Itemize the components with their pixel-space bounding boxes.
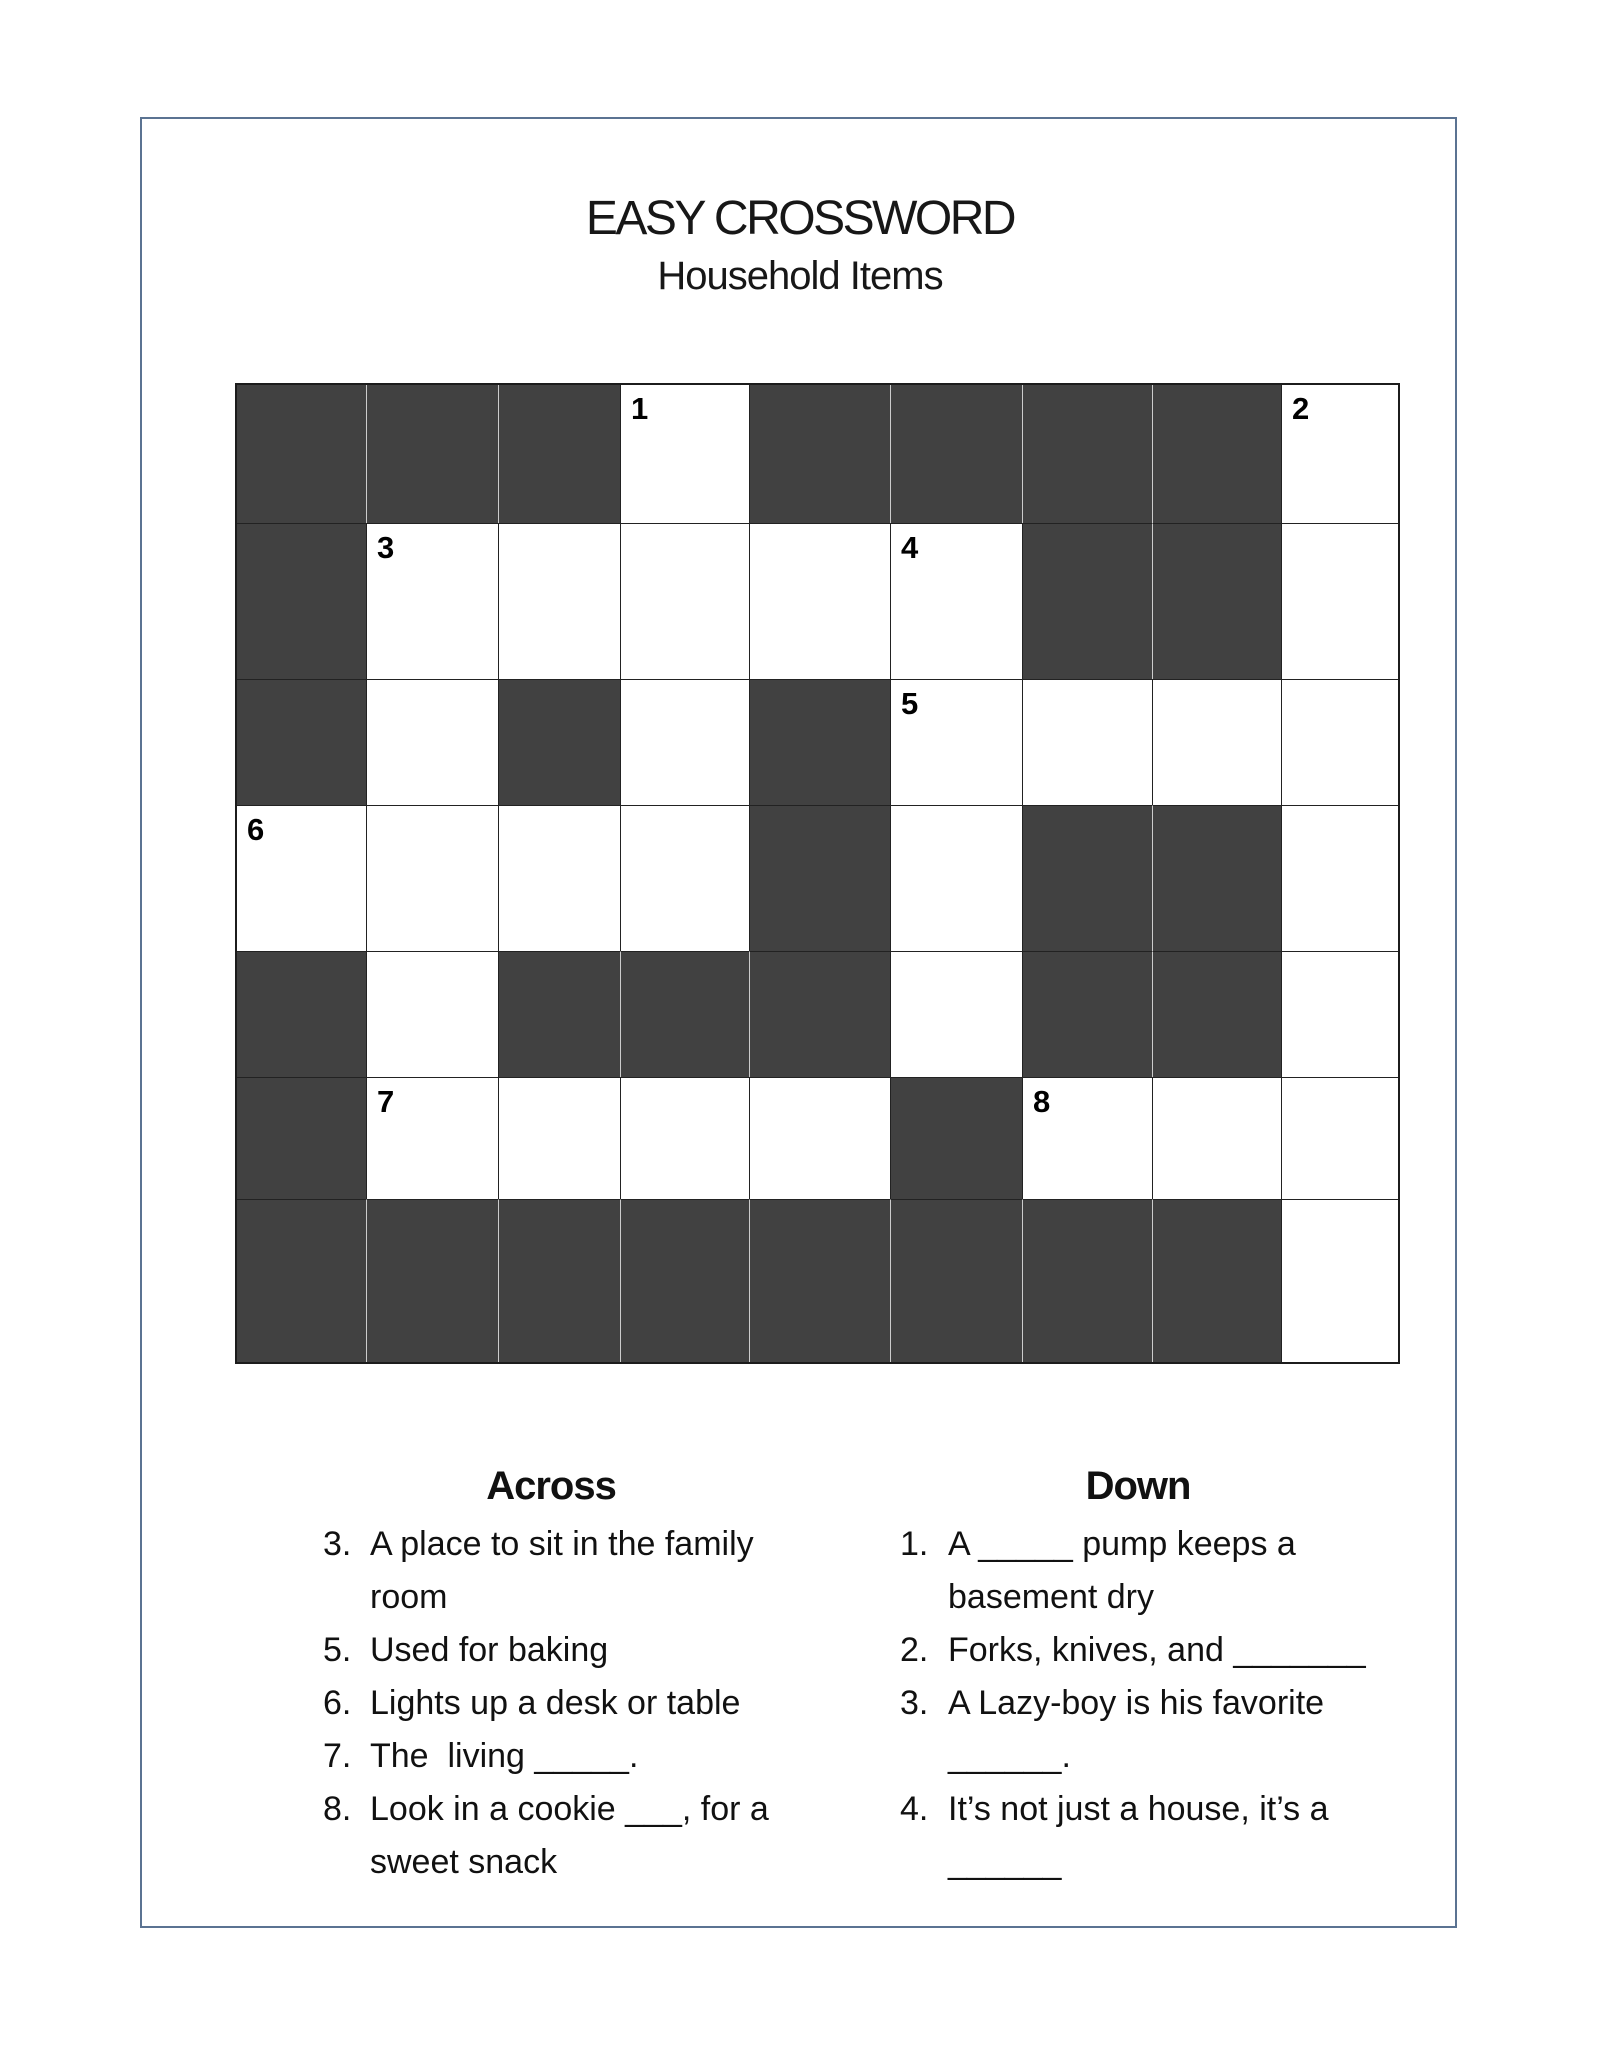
- white-cell: [237, 805, 366, 951]
- black-cell: [237, 523, 366, 679]
- clue-text: A _____ pump keeps a basement dry: [948, 1525, 1306, 1616]
- white-cell: [366, 679, 498, 805]
- black-cell: [1022, 385, 1152, 523]
- clue-text: Forks, knives, and _______: [948, 1631, 1366, 1669]
- clue-number: 6.: [323, 1684, 352, 1722]
- clue-number: 8.: [323, 1790, 352, 1828]
- white-cell: [1281, 951, 1398, 1077]
- clue-text: A Lazy-boy is his favorite ______.: [948, 1684, 1334, 1775]
- black-cell: [1152, 951, 1281, 1077]
- crossword-grid: [235, 383, 1400, 1364]
- down-clue-item: [888, 1624, 1388, 1677]
- black-cell: [498, 951, 620, 1077]
- white-cell: [366, 1077, 498, 1199]
- white-cell: [498, 523, 620, 679]
- black-cell: [1022, 951, 1152, 1077]
- cell-number: 6: [247, 812, 265, 847]
- white-cell: [1152, 679, 1281, 805]
- black-cell: [1152, 1199, 1281, 1362]
- page-title: EASY CROSSWORD: [585, 192, 1015, 245]
- white-cell: [749, 523, 890, 679]
- white-cell: [749, 1077, 890, 1199]
- white-cell: [1022, 1077, 1152, 1199]
- black-cell: [749, 805, 890, 951]
- white-cell: [1281, 679, 1398, 805]
- white-cell: [620, 523, 749, 679]
- black-cell: [890, 1199, 1022, 1362]
- cell-number: 7: [377, 1084, 395, 1119]
- across-clue-item: [310, 1783, 792, 1889]
- white-cell: [890, 805, 1022, 951]
- black-cell: [749, 951, 890, 1077]
- down-clue-item: [888, 1518, 1388, 1624]
- white-cell: [1281, 1199, 1398, 1362]
- cell-number: 3: [377, 530, 395, 565]
- black-cell: [749, 679, 890, 805]
- white-cell: [890, 679, 1022, 805]
- across-clue-item: [310, 1677, 792, 1730]
- black-cell: [498, 1199, 620, 1362]
- white-cell: [366, 523, 498, 679]
- white-cell: [366, 805, 498, 951]
- across-clue-item: [310, 1730, 792, 1783]
- white-cell: [1152, 1077, 1281, 1199]
- black-cell: [237, 679, 366, 805]
- clue-text: A place to sit in the family room: [370, 1525, 764, 1616]
- white-cell: [620, 679, 749, 805]
- black-cell: [498, 385, 620, 523]
- white-cell: [620, 805, 749, 951]
- black-cell: [620, 951, 749, 1077]
- black-cell: [749, 1199, 890, 1362]
- black-cell: [749, 385, 890, 523]
- clue-number: 7.: [323, 1737, 352, 1775]
- white-cell: [890, 523, 1022, 679]
- clue-number: 3.: [900, 1684, 929, 1722]
- white-cell: [620, 1077, 749, 1199]
- black-cell: [1152, 523, 1281, 679]
- clue-number: 2.: [900, 1631, 929, 1669]
- cell-number: 1: [631, 391, 649, 426]
- clue-number: 1.: [900, 1525, 929, 1563]
- white-cell: [498, 805, 620, 951]
- black-cell: [498, 679, 620, 805]
- white-cell: [1281, 523, 1398, 679]
- black-cell: [237, 1199, 366, 1362]
- page-subtitle: Household Items: [657, 254, 943, 298]
- clue-number: 5.: [323, 1631, 352, 1669]
- clue-text: The living _____.: [370, 1737, 639, 1775]
- white-cell: [1281, 805, 1398, 951]
- title-block: [0, 190, 1600, 304]
- down-clue-item: [888, 1783, 1388, 1889]
- black-cell: [1152, 805, 1281, 951]
- black-cell: [1022, 805, 1152, 951]
- cell-number: 4: [901, 530, 919, 565]
- white-cell: [1022, 679, 1152, 805]
- down-clue-list: [888, 1518, 1388, 1889]
- clue-number: 4.: [900, 1790, 929, 1828]
- clue-text: Look in a cookie ___, for a sweet snack: [370, 1790, 779, 1881]
- black-cell: [237, 1077, 366, 1199]
- black-cell: [1022, 1199, 1152, 1362]
- white-cell: [1281, 1077, 1398, 1199]
- black-cell: [366, 1199, 498, 1362]
- cell-number: 2: [1292, 391, 1310, 426]
- white-cell: [366, 951, 498, 1077]
- white-cell: [620, 385, 749, 523]
- white-cell: [1281, 385, 1398, 523]
- across-clues-section: [310, 1462, 792, 1889]
- across-clue-list: [310, 1518, 792, 1889]
- across-header: Across: [486, 1464, 616, 1508]
- across-clue-item: [310, 1624, 792, 1677]
- clue-text: Lights up a desk or table: [370, 1684, 741, 1722]
- black-cell: [237, 385, 366, 523]
- clue-number: 3.: [323, 1525, 352, 1563]
- black-cell: [890, 385, 1022, 523]
- down-clue-item: [888, 1677, 1388, 1783]
- black-cell: [1022, 523, 1152, 679]
- down-clues-section: [888, 1462, 1388, 1889]
- black-cell: [890, 1077, 1022, 1199]
- cell-number: 8: [1033, 1084, 1051, 1119]
- clue-text: It’s not just a house, it’s a ______: [948, 1790, 1338, 1881]
- black-cell: [237, 951, 366, 1077]
- down-header: Down: [1085, 1464, 1191, 1508]
- cell-number: 5: [901, 686, 919, 721]
- across-clue-item: [310, 1518, 792, 1624]
- white-cell: [890, 951, 1022, 1077]
- clue-text: Used for baking: [370, 1631, 609, 1669]
- black-cell: [366, 385, 498, 523]
- black-cell: [1152, 385, 1281, 523]
- black-cell: [620, 1199, 749, 1362]
- white-cell: [498, 1077, 620, 1199]
